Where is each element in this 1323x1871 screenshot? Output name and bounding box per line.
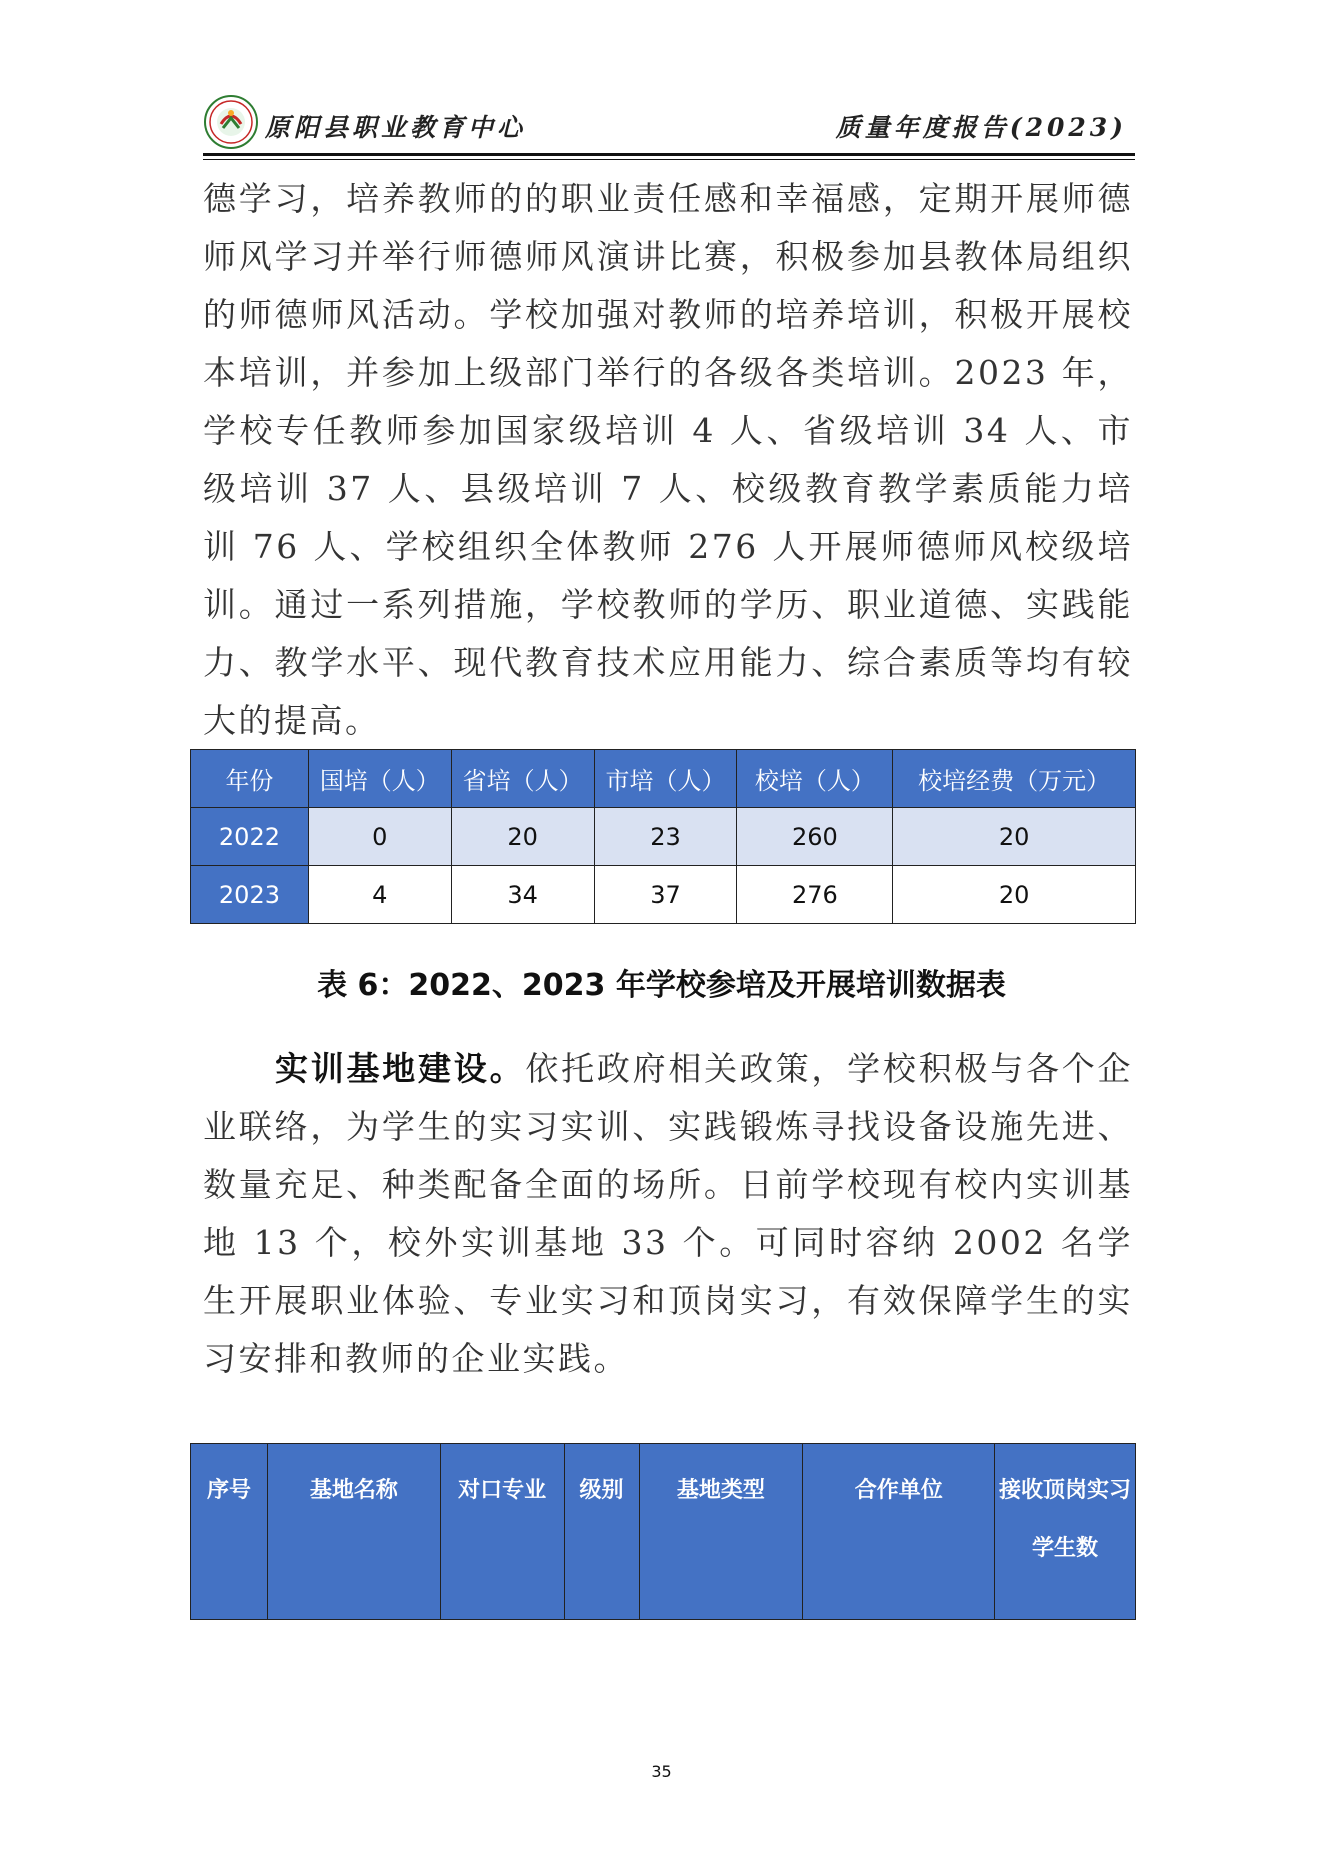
col-header-school: 校培（人） — [737, 750, 893, 808]
cell: 260 — [737, 808, 893, 866]
paragraph-text: 依托政府相关政策，学校积极与各个企业联络，为学生的实习实训、实践锻炼寻找设备设施先进、数量充足、种类配备全面的场所。日前学校现有校内实训基地 13 个，校外实训基地 33 个。可同时容纳 2002 名学生开展职业体验、专业实习和顶岗实习，有效保障学生的实习安排和教师的企业实践。 — [203, 1049, 1134, 1378]
cell: 20 — [893, 808, 1136, 866]
table-caption: 表 6：2022、2023 年学校参培及开展培训数据表 — [317, 968, 1006, 1003]
col-header-national: 国培（人） — [308, 750, 451, 808]
paragraph-teacher-training: 德学习，培养教师的的职业责任感和幸福感，定期开展师德师风学习并举行师德师风演讲比赛，积极参加县教体局组织的师德师风活动。学校加强对教师的培养培训，积极开展校本培训，并参加上级部门举行的各级各类培训。2023 年，学校专任教师参加国家级培训 4 人、省级培训 34 人、市级培训 37 人、县级培训 7 人、校级教育教学素质能力培训 76 人、学校组织全体教师 276 人开展师德师风校级培训。通过一系列措施，学校教师的学历、职业道德、实践能力、教学水平、现代教育技术应用能力、综合素质等均有较大的提高。 — [203, 179, 1133, 740]
cell-year: 2023 — [191, 866, 309, 924]
table-row — [191, 808, 1136, 866]
col-header-major: 对口专业 — [440, 1444, 564, 1620]
col-header-intern-count: 接收顶岗实习学生数 — [995, 1444, 1136, 1620]
paragraph-training-base — [203, 1040, 1133, 1388]
col-header-city: 市培（人） — [594, 750, 737, 808]
cell-year: 2022 — [191, 808, 309, 866]
page-header — [203, 86, 1135, 156]
col-header-index: 序号 — [191, 1444, 268, 1620]
table-row — [191, 866, 1136, 924]
paragraph-lead: 实训基地建设。 — [275, 1049, 526, 1088]
table-header-row — [191, 1444, 1136, 1620]
cell: 0 — [308, 808, 451, 866]
cell: 23 — [594, 808, 737, 866]
cell: 34 — [451, 866, 594, 924]
report-title: 质量年度报告(2023) — [835, 113, 1127, 142]
cell: 37 — [594, 866, 737, 924]
col-header-level: 级别 — [564, 1444, 639, 1620]
cell: 4 — [308, 866, 451, 924]
col-header-base-name: 基地名称 — [267, 1444, 440, 1620]
cell: 20 — [893, 866, 1136, 924]
table-header-row — [191, 750, 1136, 808]
page-number: 35 — [651, 1762, 672, 1781]
cell: 276 — [737, 866, 893, 924]
header-rule — [203, 153, 1135, 156]
col-header-provincial: 省培（人） — [451, 750, 594, 808]
header-rule-thin — [203, 159, 1135, 160]
training-data-table — [190, 749, 1136, 924]
col-header-funding: 校培经费（万元） — [893, 750, 1136, 808]
col-header-partner: 合作单位 — [803, 1444, 995, 1620]
col-header-year: 年份 — [191, 750, 309, 808]
training-base-table — [190, 1443, 1136, 1620]
school-name: 原阳县职业教育中心 — [265, 113, 527, 142]
cell: 20 — [451, 808, 594, 866]
col-header-base-type: 基地类型 — [639, 1444, 803, 1620]
school-logo-icon — [203, 94, 259, 150]
